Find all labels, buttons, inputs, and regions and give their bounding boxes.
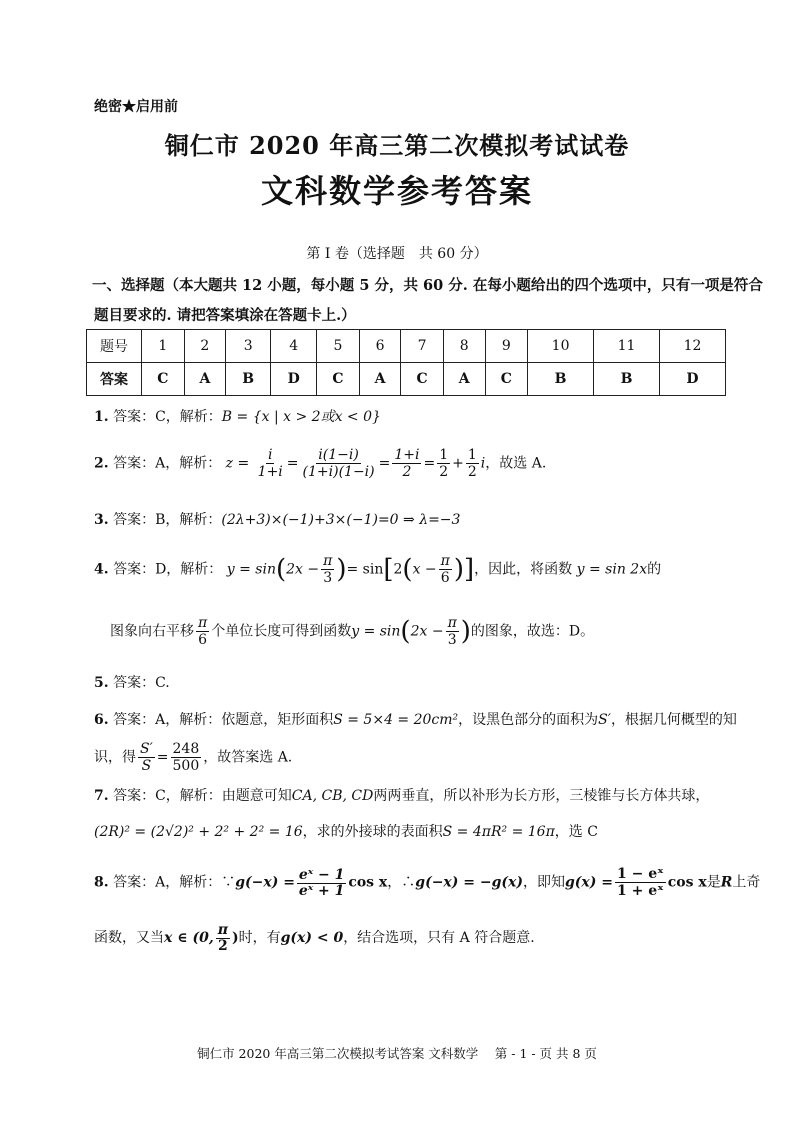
fraction — [321, 553, 334, 586]
qnum-cell: 12 — [660, 330, 726, 363]
fraction — [615, 866, 666, 899]
imag-unit: i — [480, 455, 486, 472]
denominator: eˣ + 1 — [298, 882, 345, 899]
function-math: y = sin 2x — [576, 561, 648, 578]
fraction — [256, 447, 285, 480]
solution-math: (2R)² = (2√2)² + 2² + 2² = 16 — [94, 824, 303, 840]
equals-sign: = — [156, 749, 169, 766]
denominator: 1 + eˣ — [617, 883, 664, 899]
solution-6 — [94, 709, 737, 729]
qnum-cell: 3 — [226, 330, 271, 363]
solution-text: 答案：A，解析： — [113, 455, 222, 472]
solution-tail: ，故选 A. — [485, 455, 547, 472]
solution-number: 8. — [94, 874, 109, 891]
solution-math: g(−x) = — [235, 874, 295, 891]
solution-5 — [94, 672, 170, 692]
numerator: π — [198, 615, 208, 631]
solution-text: ，即知 — [523, 874, 565, 891]
answer-cell: C — [485, 363, 528, 396]
answer-cell: C — [142, 363, 185, 396]
answer-cell: C — [317, 363, 360, 396]
solution-math: g(x) < 0 — [280, 930, 344, 946]
solution-math: S′ — [598, 712, 611, 728]
solution-mid: 因此，将函数 — [488, 561, 573, 578]
denominator: 3 — [447, 632, 457, 648]
answer-cell: B — [226, 363, 271, 396]
answer-cell: A — [359, 363, 401, 396]
solution-text: 答案：D，解析： — [113, 561, 223, 578]
row-label: 答案 — [87, 363, 142, 396]
page-footer: 铜仁市 2020 年高三第二次模拟考试答案 文科数学 第 - 1 - 页 共 8 页 — [197, 1046, 597, 1061]
solution-math: ) — [231, 930, 239, 946]
solution-3 — [94, 509, 460, 529]
solution-text: 答案：C，解析：由题意可知 — [113, 788, 292, 804]
numerator: 248 — [172, 741, 200, 757]
solution-text: 答案：A，解析：∵ — [113, 874, 236, 891]
solution-number: 4. — [94, 561, 109, 578]
fraction — [301, 447, 377, 480]
qnum-cell: 4 — [271, 330, 317, 363]
answer-key-title: 文科数学参考答案 — [260, 172, 533, 210]
qnum-cell: 7 — [401, 330, 444, 363]
denominator: 6 — [198, 632, 208, 648]
solution-text: 答案：C，解析： — [113, 409, 222, 425]
answer-cell: A — [184, 363, 226, 396]
solution-text: ，设黑色部分的面积为 — [458, 712, 599, 728]
solution-math: S = 4πR² = 16π — [442, 824, 555, 840]
solution-math: z = — [225, 455, 250, 472]
solution-7-line-2 — [94, 821, 598, 841]
solution-number: 3. — [94, 512, 109, 528]
answer-cell: D — [660, 363, 726, 396]
fraction — [196, 615, 209, 648]
solution-text: ，求的外接球的表面积 — [302, 824, 443, 840]
numerator: i — [267, 447, 273, 463]
solution-math: x ∈ (0, — [164, 930, 214, 946]
solution-number: 2. — [94, 455, 109, 472]
answer-cell: A — [443, 363, 485, 396]
volume-heading: 第 I 卷（选择题 共 60 分） — [306, 246, 488, 262]
answer-table — [86, 329, 726, 396]
instruction-line-1: 一、选择题（本大题共 12 小题，每小题 5 分，共 60 分. 在每小题给出的四个选项中，只有一项是符合 — [92, 277, 763, 294]
numerator: π — [323, 553, 333, 569]
denominator: 6 — [440, 570, 450, 586]
qnum-cell: 11 — [594, 330, 660, 363]
denominator: 1+i — [257, 464, 283, 480]
fraction — [138, 741, 155, 774]
solution-tail: ，结合选项，只有 A 符合题意. — [343, 930, 535, 946]
solution-number: 5. — [94, 675, 109, 691]
solution-text: ，∴ — [387, 874, 416, 891]
fraction — [446, 615, 459, 648]
fraction — [439, 553, 452, 586]
numerator: i(1−i) — [318, 447, 359, 463]
qnum-cell: 8 — [443, 330, 485, 363]
secret-label: 绝密★启用前 — [94, 99, 178, 115]
solution-tail: ，选 C — [554, 824, 598, 840]
denominator: 2 — [402, 464, 412, 480]
solution-8 — [94, 866, 760, 899]
solution-tail: 的图象，故选：D。 — [470, 623, 595, 640]
row-label: 题号 — [87, 330, 142, 363]
solution-text: 两两垂直，所以补形为长方形，三棱锥与长方体共球， — [373, 788, 710, 804]
fraction — [171, 741, 202, 774]
solution-text: ，根据几何概型的知 — [610, 712, 737, 728]
solution-text: 时，有 — [238, 930, 281, 946]
solution-number: 1. — [94, 409, 109, 425]
solution-text: 函数，又当 — [94, 930, 164, 946]
solution-number: 6. — [94, 712, 109, 728]
solution-text: 答案：A，解析：依题意，矩形面积 — [113, 712, 334, 728]
numerator: π — [447, 615, 457, 631]
fraction — [437, 447, 450, 480]
solution-math: g(−x) = −g(x) — [415, 874, 523, 891]
numerator: 1+i — [394, 447, 420, 463]
numerator: 1 — [467, 447, 477, 463]
denominator: 2 — [467, 464, 477, 480]
reals-symbol: R — [720, 874, 733, 891]
solution-text: 答案：C. — [113, 675, 170, 691]
denominator: 2 — [439, 464, 449, 480]
numerator: π — [217, 922, 228, 938]
answer-cell: D — [271, 363, 317, 396]
instruction-line-2: 题目要求的. 请把答案填涂在答题卡上.） — [94, 307, 356, 324]
solution-text: 图象向右平移 — [110, 623, 194, 640]
denominator: 3 — [323, 570, 333, 586]
solution-math: CA, CB, CD — [291, 788, 374, 804]
denominator: 500 — [172, 758, 200, 774]
answer-cell: B — [528, 363, 594, 396]
denominator: (1+i)(1−i) — [302, 464, 375, 480]
solution-math: y = sin — [226, 561, 276, 578]
solution-1 — [94, 406, 381, 426]
numerator: eˣ − 1 — [298, 866, 345, 883]
solution-8-line-2 — [94, 922, 535, 954]
numerator: S′ — [140, 741, 153, 757]
solution-text: 识，得 — [94, 749, 136, 766]
solution-math: y = sin — [351, 623, 401, 640]
solution-number: 7. — [94, 788, 109, 804]
solution-math: g(x) = — [565, 874, 613, 891]
solution-math: B = {x | x > 2或x < 0} — [221, 409, 381, 425]
solution-2: 2. 答案：A，解析： z = $\frac{i}{1+i}$ = $\frac{i(1-i)}{(1+i)(1-i)}$ = $\frac{1+i}{2}$ = $\frac{1}{2}$ + $\frac{1}{2}$ i，故选 A. — [94, 447, 547, 480]
denominator: S — [141, 758, 152, 774]
fraction — [216, 922, 230, 954]
solution-4-line-2: 图象向右平移 $\frac{\pi}{6}$ 个单位长度可得到函数y = sin(2x − $\frac{\pi}{3}$ )的图象，故选：D。 — [110, 615, 595, 648]
answer-row — [87, 363, 726, 396]
fraction — [466, 447, 479, 480]
solution-tail: ，故答案选 A. — [203, 749, 293, 766]
solution-text: 答案：B，解析： — [113, 512, 222, 528]
solution-math: (2λ+3)×(−1)+3×(−1)=0 ⇒ λ=−3 — [221, 512, 461, 528]
solution-math: cos x — [667, 874, 707, 891]
solution-text: 个单位长度可得到函数 — [211, 623, 352, 640]
numerator: 1 − eˣ — [617, 866, 664, 882]
exam-title: 铜仁市 2020 年高三第二次模拟考试试卷 — [164, 131, 630, 160]
question-number-row — [87, 330, 726, 363]
fraction — [392, 447, 421, 480]
qnum-cell: 10 — [528, 330, 594, 363]
solution-text: 上奇 — [732, 874, 761, 891]
solution-text: 是 — [706, 874, 721, 891]
solution-math: S = 5×4 = 20cm² — [333, 712, 459, 728]
qnum-cell: 1 — [142, 330, 185, 363]
answer-cell: B — [594, 363, 660, 396]
solution-math: cos x — [348, 874, 388, 891]
solution-4: 4. 答案：D，解析： y = sin(2x − $\frac{\pi}{3}$ )= sin[2(x − $\frac{\pi}{6}$ )]，因此，将函数 y = sin 2x的 — [94, 553, 662, 586]
numerator: π — [440, 553, 450, 569]
numerator: 1 — [439, 447, 449, 463]
qnum-cell: 2 — [184, 330, 226, 363]
answer-cell: C — [401, 363, 444, 396]
solution-7 — [94, 785, 709, 805]
qnum-cell: 6 — [359, 330, 401, 363]
denominator: 2 — [217, 938, 228, 954]
qnum-cell: 9 — [485, 330, 528, 363]
fraction — [297, 867, 346, 899]
solution-6-line-2 — [94, 741, 292, 774]
qnum-cell: 5 — [317, 330, 360, 363]
solution-tail: 的 — [647, 561, 662, 578]
